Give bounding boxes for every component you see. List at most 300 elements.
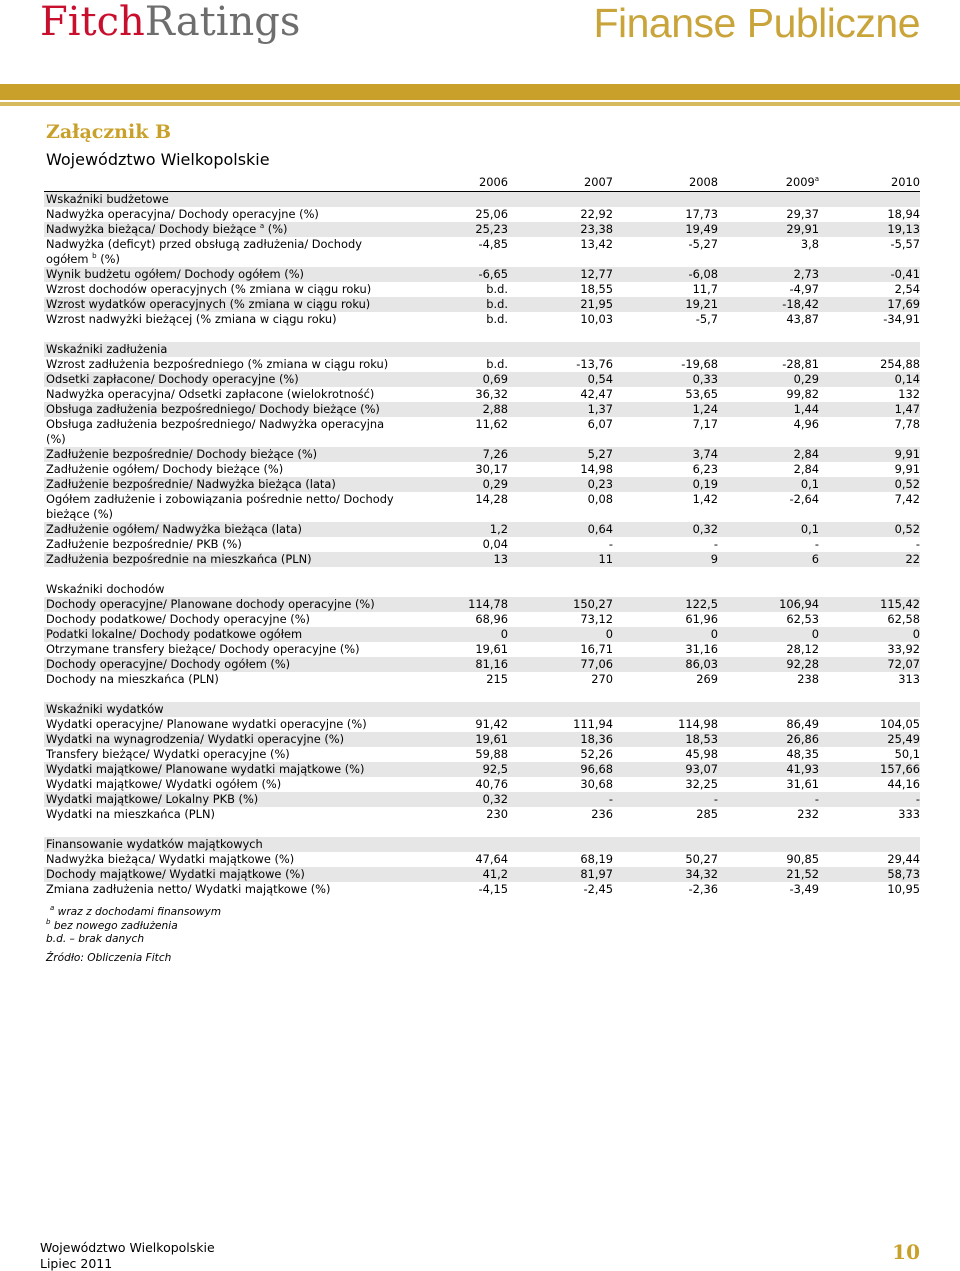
table-row (44, 732, 920, 747)
table-row (44, 747, 920, 762)
row-label (46, 312, 408, 327)
row-label-text: Wydatki na mieszkańca (PLN) (46, 807, 215, 821)
value-2008: 3,74 (692, 447, 718, 461)
value-2009: - (814, 537, 819, 551)
value-2008: 122,5 (685, 597, 718, 611)
value-2010: 254,88 (880, 357, 920, 371)
value-2010: 62,58 (887, 612, 920, 626)
value-2007: 270 (591, 672, 613, 686)
value-2010: 33,92 (887, 642, 920, 656)
value-2006: b.d. (486, 312, 508, 326)
value-2007: 30,68 (580, 777, 613, 791)
table-row (44, 852, 920, 867)
row-label (46, 402, 408, 417)
value-2006: 14,28 (475, 492, 508, 506)
value-2006: b.d. (486, 297, 508, 311)
value-2008: 0,32 (692, 522, 718, 536)
table-row (44, 522, 920, 537)
table-row (44, 657, 920, 672)
value-2008: 269 (696, 672, 718, 686)
value-2009: -18,42 (782, 297, 819, 311)
section-title: Wskaźniki wydatków (46, 702, 164, 716)
row-label-text: Dochody majątkowe/ Wydatki majątkowe (%) (46, 867, 305, 881)
value-2007: 21,95 (580, 297, 613, 311)
value-2008: -5,27 (688, 237, 718, 251)
value-2009: 0 (811, 627, 819, 641)
row-label-text: Wydatki majątkowe/ Lokalny PKB (%) (46, 792, 259, 806)
value-2006: -4,85 (478, 237, 508, 251)
value-2009: 0,1 (800, 522, 819, 536)
row-label-text: Wzrost zadłużenia bezpośredniego (% zmiana w ciągu roku) (46, 357, 389, 371)
value-2006: 7,26 (482, 447, 508, 461)
row-label-text: Wzrost dochodów operacyjnych (% zmiana w ciągu roku) (46, 282, 372, 296)
value-2007: 42,47 (580, 387, 613, 401)
value-2009: 92,28 (786, 657, 819, 671)
fitch-ratings-logo (40, 0, 300, 48)
row-label-suffix: (%) (96, 252, 120, 266)
value-2010: 313 (898, 672, 920, 686)
value-2007: 14,98 (580, 462, 613, 476)
table-row (44, 642, 920, 657)
value-2007: 23,38 (580, 222, 613, 236)
value-2010: 157,66 (880, 762, 920, 776)
value-2006: 30,17 (475, 462, 508, 476)
value-2006: 47,64 (475, 852, 508, 866)
value-2010: 18,94 (887, 207, 920, 221)
table-row (44, 627, 920, 642)
value-2006: 19,61 (475, 642, 508, 656)
row-label-text: Zadłużenie bezpośrednie/ Nadwyżka bieżąca (lata) (46, 477, 336, 491)
row-label (46, 642, 408, 657)
value-2006: 0,04 (482, 537, 508, 551)
value-2010: 9,91 (894, 462, 920, 476)
value-2008: 19,49 (685, 222, 718, 236)
region-title: Województwo Wielkopolskie (46, 150, 270, 169)
value-2007: 6,07 (587, 417, 613, 431)
value-2010: -34,91 (883, 312, 920, 326)
footer (40, 1240, 215, 1271)
table-row (44, 612, 920, 627)
value-2007: 0,08 (587, 492, 613, 506)
year-header-sup: a (814, 175, 819, 183)
table-row (44, 447, 920, 462)
value-2010: 9,91 (894, 447, 920, 461)
value-2007: 16,71 (580, 642, 613, 656)
section-title: Wskaźniki dochodów (46, 582, 165, 596)
value-2007: -2,45 (583, 882, 613, 896)
value-2009: 238 (797, 672, 819, 686)
row-label (46, 882, 408, 897)
section-title: Finansowanie wydatków majątkowych (46, 837, 263, 851)
value-2008: 31,16 (685, 642, 718, 656)
value-2006: 91,42 (475, 717, 508, 731)
row-label (46, 447, 408, 462)
row-label (46, 612, 408, 627)
row-label (46, 627, 408, 642)
year-header-2006: 2006 (479, 175, 508, 189)
value-2007: 1,37 (587, 402, 613, 416)
value-2006: 114,78 (468, 597, 508, 611)
row-label-text: Podatki lokalne/ Dochody podatkowe ogółem (46, 627, 303, 641)
table-row (44, 882, 920, 897)
row-label (46, 867, 408, 882)
value-2006: 1,2 (489, 522, 508, 536)
row-label-text: Wzrost wydatków operacyjnych (% zmiana w ciągu roku) (46, 297, 371, 311)
value-2008: 0,19 (692, 477, 718, 491)
row-label-text: Wydatki operacyjne/ Planowane wydatki operacyjne (%) (46, 717, 367, 731)
table-row (44, 717, 920, 732)
row-label (46, 222, 408, 237)
section-title: Wskaźniki budżetowe (46, 192, 169, 206)
value-2008: 93,07 (685, 762, 718, 776)
value-2010: 17,69 (887, 297, 920, 311)
value-2007: 11 (598, 552, 613, 566)
footer-region: Województwo Wielkopolskie (40, 1240, 215, 1255)
value-2009: -2,64 (789, 492, 819, 506)
value-2010: 10,95 (887, 882, 920, 896)
row-label-text: Nadwyżka bieżąca/ Dochody bieżące (46, 222, 257, 236)
table-row (44, 357, 920, 372)
row-label-text-line2: ogółem (46, 252, 89, 266)
value-2008: 7,17 (692, 417, 718, 431)
row-label-footnote-mark: a (259, 222, 265, 230)
value-2009: 90,85 (786, 852, 819, 866)
value-2009: -3,49 (789, 882, 819, 896)
row-label-footnote-mark: b (92, 252, 97, 260)
value-2008: 114,98 (678, 717, 718, 731)
footnote-b: $^b$ bez nowego zadłużenia (46, 917, 178, 932)
table-row (44, 597, 920, 612)
value-2008: 17,73 (685, 207, 718, 221)
section-spacer (44, 822, 920, 837)
value-2010: 0 (912, 627, 920, 641)
value-2008: -2,36 (688, 882, 718, 896)
value-2008: 34,32 (685, 867, 718, 881)
value-2007: 18,36 (580, 732, 613, 746)
value-2007: 5,27 (587, 447, 613, 461)
value-2006: 19,61 (475, 732, 508, 746)
section-title-row (44, 837, 920, 852)
value-2008: 1,42 (692, 492, 718, 506)
row-label-text-line2: (%) (46, 432, 66, 446)
value-2006: 0,29 (482, 477, 508, 491)
value-2006: 68,96 (475, 612, 508, 626)
value-2009: 28,12 (786, 642, 819, 656)
row-label-text: Nadwyżka (deficyt) przed obsługą zadłużenia/ Dochody (46, 237, 362, 251)
table-row (44, 762, 920, 777)
row-label-text: Dochody podatkowe/ Dochody operacyjne (%) (46, 612, 310, 626)
value-2008: 61,96 (685, 612, 718, 626)
value-2008: 50,27 (685, 852, 718, 866)
value-2008: -19,68 (681, 357, 718, 371)
value-2009: 106,94 (779, 597, 819, 611)
header-rule (0, 102, 960, 106)
value-2007: 81,97 (580, 867, 613, 881)
value-2007: 18,55 (580, 282, 613, 296)
row-label-text: Zadłużenia bezpośrednie na mieszkańca (PLN) (46, 552, 312, 566)
row-label-text: Wydatki na wynagrodzenia/ Wydatki operacyjne (%) (46, 732, 345, 746)
value-2010: 50,1 (894, 747, 920, 761)
value-2007: - (608, 792, 613, 806)
footnotes (46, 906, 221, 947)
row-label-text: Obsługa zadłużenia bezpośredniego/ Dochody bieżące (%) (46, 402, 380, 416)
value-2007: 73,12 (580, 612, 613, 626)
table-row (44, 207, 920, 222)
value-2010: 72,07 (887, 657, 920, 671)
value-2006: 92,5 (482, 762, 508, 776)
row-label-text: Zmiana zadłużenia netto/ Wydatki majątkowe (%) (46, 882, 331, 896)
table-row (44, 282, 920, 297)
indicator-table (44, 173, 920, 897)
value-2007: 12,77 (580, 267, 613, 281)
footnote-a: $^a$ wraz z dochodami finansowym (50, 904, 222, 918)
value-2009: 0,29 (793, 372, 819, 386)
source-note: Źródło: Obliczenia Fitch (46, 952, 172, 964)
row-label (46, 852, 408, 867)
table-row (44, 552, 920, 567)
row-label-text-line2: bieżące (%) (46, 507, 113, 521)
section-title-row (44, 582, 920, 597)
table-row (44, 267, 920, 282)
value-2006: 0 (500, 627, 508, 641)
value-2010: 7,42 (894, 492, 920, 506)
value-2010: 0,52 (894, 477, 920, 491)
value-2010: 0,52 (894, 522, 920, 536)
row-label-suffix: (%) (264, 222, 288, 236)
value-2009: -4,97 (789, 282, 819, 296)
row-label-text: Odsetki zapłacone/ Dochody operacyjne (%) (46, 372, 299, 386)
value-2010: 7,78 (894, 417, 920, 431)
value-2009: 4,96 (793, 417, 819, 431)
row-label-text: Ogółem zadłużenie i zobowiązania pośrednie netto/ Dochody (46, 492, 394, 506)
value-2006: 13 (493, 552, 508, 566)
value-2008: 1,24 (692, 402, 718, 416)
value-2009: 26,86 (786, 732, 819, 746)
value-2010: 29,44 (887, 852, 920, 866)
value-2006: -6,65 (478, 267, 508, 281)
value-2006: 36,32 (475, 387, 508, 401)
value-2006: 25,23 (475, 222, 508, 236)
value-2009: 21,52 (786, 867, 819, 881)
section-title: Wskaźniki zadłużenia (46, 342, 168, 356)
value-2007: 150,27 (573, 597, 613, 611)
value-2009: - (814, 792, 819, 806)
table-row (44, 462, 920, 477)
value-2010: - (915, 537, 920, 551)
row-label (46, 537, 408, 552)
row-label-text: Zadłużenie ogółem/ Nadwyżka bieżąca (lata) (46, 522, 302, 536)
value-2009: 86,49 (786, 717, 819, 731)
value-2007: 96,68 (580, 762, 613, 776)
table-row (44, 867, 920, 882)
year-header-2008: 2008 (689, 175, 718, 189)
publication-title: Finanse Publiczne (593, 0, 920, 46)
year-header-2010: 2010 (891, 175, 920, 189)
value-2007: 68,19 (580, 852, 613, 866)
logo-fitch: Fitch (40, 0, 145, 45)
year-header-text: 2009 (785, 175, 815, 189)
value-2006: 25,06 (475, 207, 508, 221)
value-2009: 99,82 (786, 387, 819, 401)
table-row (44, 222, 920, 237)
value-2008: - (713, 792, 718, 806)
table-row (44, 297, 920, 312)
row-label (46, 777, 408, 792)
value-2010: 1,47 (894, 402, 920, 416)
value-2009: 232 (797, 807, 819, 821)
value-2008: 18,53 (685, 732, 718, 746)
table-row (44, 792, 920, 807)
value-2008: 86,03 (685, 657, 718, 671)
header-band (0, 84, 960, 100)
value-2006: b.d. (486, 357, 508, 371)
value-2008: -6,08 (688, 267, 718, 281)
value-2006: 59,88 (475, 747, 508, 761)
table-header-row (44, 173, 920, 192)
value-2006: 230 (486, 807, 508, 821)
table-row (44, 777, 920, 792)
year-header-2009 (718, 173, 819, 191)
value-2007: 10,03 (580, 312, 613, 326)
value-2008: 285 (696, 807, 718, 821)
value-2008: 45,98 (685, 747, 718, 761)
row-label (46, 297, 408, 312)
value-2009: 29,37 (786, 207, 819, 221)
row-label (46, 207, 408, 222)
section-title-row (44, 702, 920, 717)
value-2010: 44,16 (887, 777, 920, 791)
row-label-text: Wynik budżetu ogółem/ Dochody ogółem (%) (46, 267, 304, 281)
row-label-text: Wydatki majątkowe/ Planowane wydatki majątkowe (%) (46, 762, 365, 776)
value-2007: 52,26 (580, 747, 613, 761)
section-spacer (44, 567, 920, 582)
value-2006: 2,88 (482, 402, 508, 416)
value-2009: 2,84 (793, 462, 819, 476)
value-2006: b.d. (486, 282, 508, 296)
page-number: 10 (892, 1240, 920, 1264)
value-2009: 48,35 (786, 747, 819, 761)
value-2008: 32,25 (685, 777, 718, 791)
footnote-bd: b.d. – brak danych (46, 933, 145, 945)
row-label (46, 372, 408, 387)
section-spacer (44, 687, 920, 702)
year-header-2007: 2007 (584, 175, 613, 189)
row-label-text: Dochody operacyjne/ Planowane dochody operacyjne (%) (46, 597, 375, 611)
row-label (46, 492, 408, 522)
value-2007: 77,06 (580, 657, 613, 671)
row-label-text: Wydatki majątkowe/ Wydatki ogółem (%) (46, 777, 282, 791)
row-label (46, 267, 408, 282)
row-label-text: Nadwyżka operacyjna/ Dochody operacyjne (%) (46, 207, 319, 221)
section-title-row (44, 192, 920, 207)
value-2010: - (915, 792, 920, 806)
value-2009: 2,73 (793, 267, 819, 281)
row-label (46, 747, 408, 762)
value-2010: 132 (898, 387, 920, 401)
value-2006: 40,76 (475, 777, 508, 791)
value-2010: 104,05 (880, 717, 920, 731)
value-2008: 6,23 (692, 462, 718, 476)
row-label-text: Otrzymane transfery bieżące/ Dochody operacyjne (%) (46, 642, 360, 656)
row-label-text: Zadłużenie bezpośrednie/ Dochody bieżące (%) (46, 447, 318, 461)
value-2010: 2,54 (894, 282, 920, 296)
value-2009: 43,87 (786, 312, 819, 326)
row-label (46, 282, 408, 297)
row-label (46, 417, 408, 447)
row-label-text: Nadwyżka bieżąca/ Wydatki majątkowe (%) (46, 852, 295, 866)
value-2009: 6 (811, 552, 819, 566)
value-2009: 3,8 (800, 237, 819, 251)
value-2010: 22 (905, 552, 920, 566)
value-2010: -5,57 (890, 237, 920, 251)
value-2008: 0,33 (692, 372, 718, 386)
footer-date: Lipiec 2011 (40, 1255, 113, 1271)
row-label (46, 807, 408, 822)
value-2006: 0,69 (482, 372, 508, 386)
value-2009: 41,93 (786, 762, 819, 776)
row-label-text: Dochody na mieszkańca (PLN) (46, 672, 219, 686)
row-label (46, 762, 408, 777)
value-2009: 0,1 (800, 477, 819, 491)
table-row (44, 492, 920, 522)
row-label-text: Wzrost nadwyżki bieżącej (% zmiana w ciągu roku) (46, 312, 337, 326)
row-label (46, 237, 408, 267)
value-2008: 0 (710, 627, 718, 641)
row-label (46, 462, 408, 477)
section-spacer (44, 327, 920, 342)
table-row (44, 477, 920, 492)
value-2009: 62,53 (786, 612, 819, 626)
value-2007: -13,76 (576, 357, 613, 371)
value-2010: 19,13 (887, 222, 920, 236)
value-2007: 13,42 (580, 237, 613, 251)
row-label (46, 717, 408, 732)
value-2009: 31,61 (786, 777, 819, 791)
value-2007: 0,54 (587, 372, 613, 386)
row-label (46, 597, 408, 612)
row-label-text: Transfery bieżące/ Wydatki operacyjne (%) (46, 747, 290, 761)
row-label (46, 552, 408, 567)
row-label (46, 357, 408, 372)
row-label-text: Obsługa zadłużenia bezpośredniego/ Nadwyżka operacyjna (46, 417, 385, 431)
value-2008: 11,7 (692, 282, 718, 296)
table-row (44, 387, 920, 402)
row-label (46, 792, 408, 807)
row-label (46, 657, 408, 672)
value-2006: 11,62 (475, 417, 508, 431)
row-label (46, 522, 408, 537)
row-label-text: Dochody operacyjne/ Dochody ogółem (%) (46, 657, 291, 671)
row-label (46, 672, 408, 687)
value-2009: -28,81 (782, 357, 819, 371)
value-2006: 41,2 (482, 867, 508, 881)
row-label (46, 732, 408, 747)
row-label (46, 477, 408, 492)
annex-title: Załącznik B (46, 121, 172, 143)
table-row (44, 402, 920, 417)
row-label-text: Zadłużenie ogółem/ Dochody bieżące (%) (46, 462, 284, 476)
table-row (44, 417, 920, 447)
value-2009: 1,44 (793, 402, 819, 416)
value-2010: 58,73 (887, 867, 920, 881)
value-2010: 115,42 (880, 597, 920, 611)
value-2010: 25,49 (887, 732, 920, 746)
table-row (44, 237, 920, 267)
value-2010: -0,41 (890, 267, 920, 281)
value-2007: 22,92 (580, 207, 613, 221)
value-2007: - (608, 537, 613, 551)
value-2008: 9 (710, 552, 718, 566)
